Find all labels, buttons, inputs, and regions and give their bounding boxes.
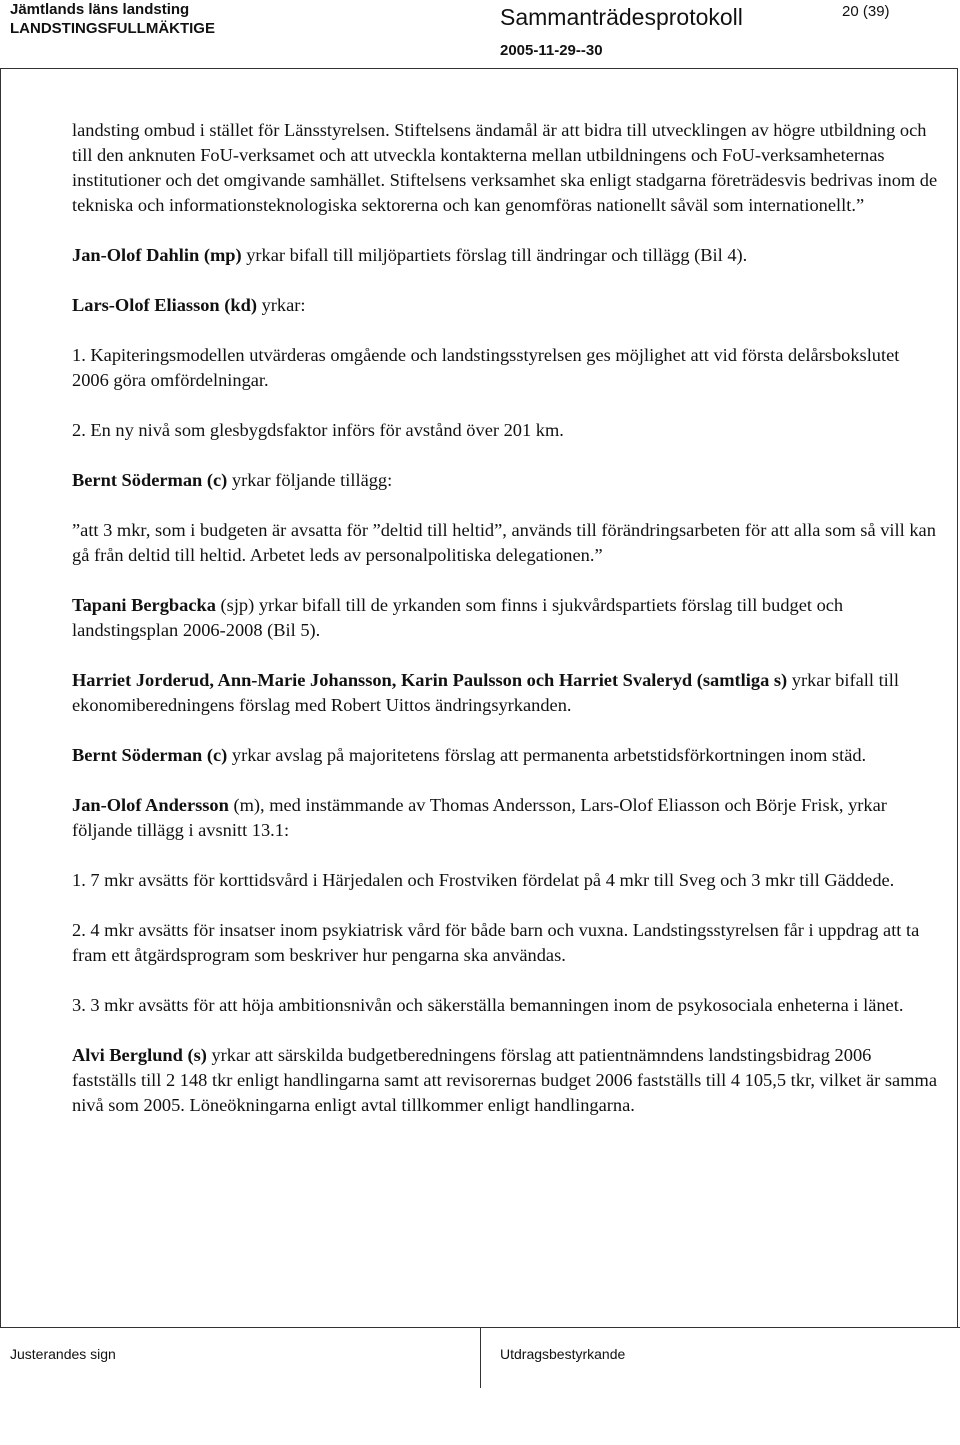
- meeting-date: 2005-11-29--30: [500, 42, 603, 59]
- paragraph: ”att 3 mkr, som i budgeten är avsatta för ”deltid till heltid”, används till förändringsarbeten för att alla som så vill kan gå från deltid till heltid. Arbetet leds av personalpolitiska delegationen.”: [72, 520, 936, 565]
- paragraph: Alvi Berglund (s) yrkar att särskilda budgetberedningens förslag att patientnämndens landstingsbidrag 2006 fastställs till 2 148 tkr enligt handlingarna samt att revisorernas budget 2006 fastställs till 4 105,5 tkr, vilket är samma nivå som 2005. Löneökningarna enligt avtal tillkommer enligt handlingarna.: [72, 1045, 937, 1115]
- paragraph: Jan-Olof Dahlin (mp) yrkar bifall till miljöpartiets förslag till ändringar och tillägg (Bil 4).: [72, 245, 748, 265]
- paragraph: 1. Kapiteringsmodellen utvärderas omgående och landstingsstyrelsen ges möjlighet att vid första delårsbokslutet 2006 göra omfördelningar.: [72, 345, 900, 390]
- paragraph: 2. 4 mkr avsätts för insatser inom psykiatrisk vård för både barn och vuxna. Landstingsstyrelsen får i uppdrag att ta fram ett åtgärdsprogram som beskriver hur pengarna ska användas.: [72, 920, 920, 965]
- paragraph: Jan-Olof Andersson (m), med instämmande av Thomas Andersson, Lars-Olof Eliasson och Börje Frisk, yrkar följande tillägg i avsnitt 13.1:: [72, 795, 887, 840]
- signature-label-left: Justerandes sign: [10, 1346, 116, 1362]
- signature-footer: [0, 1327, 960, 1388]
- paragraph: Harriet Jorderud, Ann-Marie Johansson, Karin Paulsson och Harriet Svaleryd (samtliga s) yrkar bifall till ekonomiberedningens förslag med Robert Uittos ändringsyrkanden.: [72, 670, 900, 715]
- paragraph: 1. 7 mkr avsätts för korttidsvård i Härjedalen och Frostviken fördelat på 4 mkr till Sveg och 3 mkr till Gäddede.: [72, 870, 895, 890]
- paragraph: Bernt Söderman (c) yrkar avslag på majoritetens förslag att permanenta arbetstidsförkortningen inom städ.: [72, 745, 867, 765]
- paragraph: 2. En ny nivå som glesbygdsfaktor införs för avstånd över 201 km.: [72, 420, 564, 440]
- org-name: Jämtlands läns landsting: [10, 1, 190, 18]
- assembly-name: LANDSTINGSFULLMÄKTIGE: [10, 20, 215, 37]
- paragraph: Tapani Bergbacka (sjp) yrkar bifall till de yrkanden som finns i sjukvårdspartiets förslag till budget och landstingsplan 2006-2008 (Bil 5).: [72, 595, 844, 640]
- paragraph: Bernt Söderman (c) yrkar följande tillägg:: [72, 470, 393, 490]
- paragraph: Lars-Olof Eliasson (kd) yrkar:: [72, 295, 306, 315]
- document-type: Sammanträdesprotokoll: [500, 4, 743, 30]
- header-organization: [10, 0, 215, 38]
- paragraph: 3. 3 mkr avsätts för att höja ambitionsnivån och säkerställa bemanningen inom de psykosociala enheterna i länet.: [72, 995, 904, 1015]
- protocol-body: [72, 118, 940, 1118]
- page-number: 20 (39): [842, 3, 890, 20]
- signature-label-right: Utdragsbestyrkande: [500, 1346, 626, 1362]
- footer-divider: [480, 1328, 481, 1388]
- paragraph: landsting ombud i stället för Länsstyrelsen. Stiftelsens ändamål är att bidra till utvecklingen av högre utbildning och till den anknuten FoU-verksamet och att utveckla kontakterna mellan utbildningens och FoU-verksamheternas institutioner och det omgivande samhället. Stiftelsens verksamhet ska enligt stadgarna företrädesvis bedrivas inom de tekniska och informationsteknologiska sektorerna och kan genomföras nationellt såväl som internationellt.”: [72, 120, 938, 215]
